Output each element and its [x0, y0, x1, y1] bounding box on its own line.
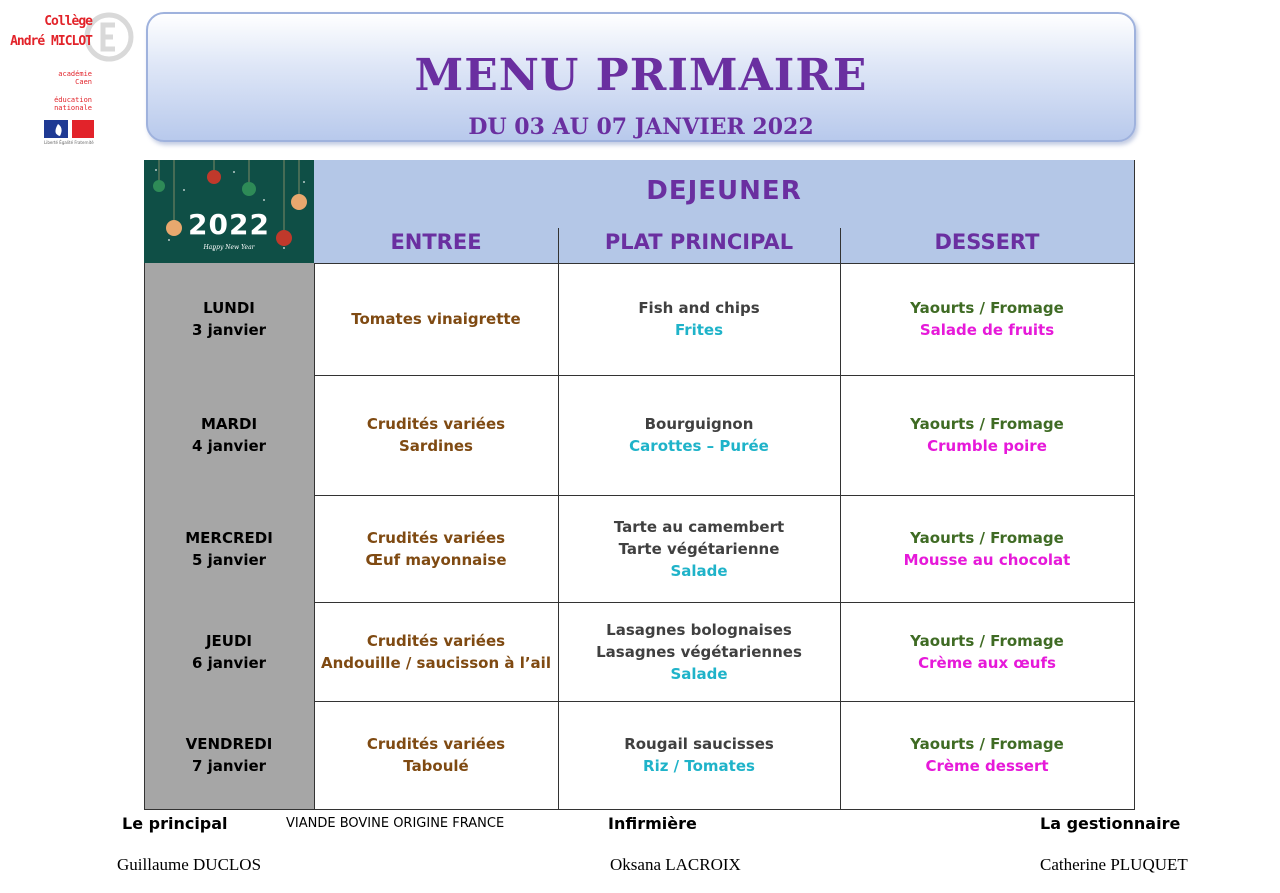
plat-side: Salade — [670, 664, 728, 683]
dessert-cell — [840, 263, 1134, 375]
dessert-item: Mousse au chocolat — [903, 550, 1071, 569]
dessert-cell — [840, 495, 1134, 602]
entree-cell — [314, 263, 558, 375]
dessert-item: Yaourts / Fromage — [910, 415, 1064, 433]
day-cell — [144, 495, 314, 602]
entree-cell — [314, 701, 558, 809]
gestionnaire-label: La gestionnaire — [1040, 814, 1181, 833]
column-header-dessert: DESSERT — [934, 230, 1040, 254]
grid-line — [558, 228, 559, 809]
plat-side: Riz / Tomates — [643, 757, 755, 775]
day-name: MERCREDI — [185, 528, 273, 547]
dessert-item: Crème aux œufs — [918, 653, 1056, 672]
grid-line — [1134, 160, 1135, 809]
year-text: 2022 — [188, 208, 270, 241]
dessert-item: Yaourts / Fromage — [910, 631, 1064, 650]
dessert-cell — [840, 701, 1134, 809]
grid-line — [314, 602, 1134, 603]
day-date: 3 janvier — [191, 321, 267, 339]
logo-education: éducation nationale — [54, 96, 92, 112]
day-name: MARDI — [200, 415, 258, 433]
entree-item: Œuf mayonnaise — [365, 550, 507, 569]
page-title: MENU PRIMAIRE — [414, 50, 868, 101]
column-header-entree: ENTREE — [390, 230, 482, 254]
logo-line-2: André MICLOT — [10, 34, 92, 49]
dessert-cell — [840, 602, 1134, 701]
plat-cell — [558, 701, 840, 809]
beef-origin-note: VIANDE BOVINE ORIGINE FRANCE — [286, 816, 505, 831]
dessert-item: Crème dessert — [925, 757, 1049, 775]
year-caption: Happy New Year — [203, 244, 255, 251]
plat-side: Salade — [670, 561, 728, 580]
day-cell — [144, 701, 314, 809]
entree-item: Sardines — [399, 437, 473, 455]
meal-title: DEJEUNER — [646, 176, 802, 206]
dessert-item: Yaourts / Fromage — [910, 528, 1064, 547]
plat-cell — [558, 602, 840, 701]
principal-name: Guillaume DUCLOS — [117, 855, 262, 874]
day-name: JEUDI — [205, 631, 253, 650]
day-date: 6 janvier — [191, 653, 267, 672]
grid-line — [314, 263, 315, 809]
logo-line-1: Collège — [44, 14, 92, 29]
new-year-image — [144, 160, 314, 263]
entree-item: Crudités variées — [366, 415, 506, 433]
plat-item: Tarte au camembert — [613, 517, 785, 536]
plat-item: Bourguignon — [644, 415, 754, 433]
column-header-plat: PLAT PRINCIPAL — [604, 230, 794, 254]
plat-cell — [558, 263, 840, 375]
plat-side: Carottes – Purée — [629, 437, 769, 455]
day-cell — [144, 375, 314, 495]
logo-academie: académie Caen — [58, 70, 92, 86]
infirmiere-label: Infirmière — [608, 814, 697, 833]
plat-cell — [558, 495, 840, 602]
entree-item: Tomates vinaigrette — [351, 310, 521, 328]
entree-item: Crudités variées — [366, 631, 506, 650]
day-date: 4 janvier — [191, 437, 267, 455]
entree-cell — [314, 375, 558, 495]
infirmiere-name: Oksana LACROIX — [610, 855, 741, 874]
entree-item: Crudités variées — [366, 528, 506, 547]
gestionnaire-name: Catherine PLUQUET — [1040, 855, 1188, 874]
grid-line — [840, 228, 841, 809]
plat-item: Lasagnes végétariennes — [596, 642, 802, 661]
day-cell — [144, 263, 314, 375]
grid-line — [144, 809, 1135, 810]
principal-label: Le principal — [122, 814, 228, 833]
grid-line — [314, 263, 1134, 264]
grid-line — [144, 263, 145, 809]
college-logo — [10, 12, 144, 152]
entree-item: Taboulé — [403, 757, 469, 775]
dessert-item: Crumble poire — [927, 437, 1047, 455]
plat-item: Rougail saucisses — [624, 735, 774, 753]
dessert-item: Salade de fruits — [919, 321, 1055, 339]
entree-cell — [314, 602, 558, 701]
plat-item: Tarte végétarienne — [618, 539, 780, 558]
plat-item: Lasagnes bolognaises — [606, 620, 792, 639]
grid-line — [314, 495, 1134, 496]
day-name: LUNDI — [203, 299, 255, 317]
entree-item: Andouille / saucisson à l’ail — [321, 653, 551, 672]
day-date: 7 janvier — [191, 757, 267, 775]
entree-item: Crudités variées — [366, 735, 506, 753]
day-cell — [144, 602, 314, 701]
day-date: 5 janvier — [191, 550, 267, 569]
republique-flag-icon — [44, 120, 94, 138]
day-name: VENDREDI — [185, 735, 273, 753]
header-banner — [146, 12, 1136, 142]
entree-cell — [314, 495, 558, 602]
plat-item: Fish and chips — [638, 299, 760, 317]
logo-motto: Liberté Égalité Fraternité — [44, 140, 94, 145]
dessert-item: Yaourts / Fromage — [910, 735, 1064, 753]
plat-cell — [558, 375, 840, 495]
dessert-item: Yaourts / Fromage — [910, 299, 1064, 317]
dessert-cell — [840, 375, 1134, 495]
plat-side: Frites — [674, 321, 724, 339]
page-subtitle: DU 03 AU 07 JANVIER 2022 — [468, 114, 814, 140]
grid-line — [314, 375, 1134, 376]
grid-line — [314, 701, 1134, 702]
